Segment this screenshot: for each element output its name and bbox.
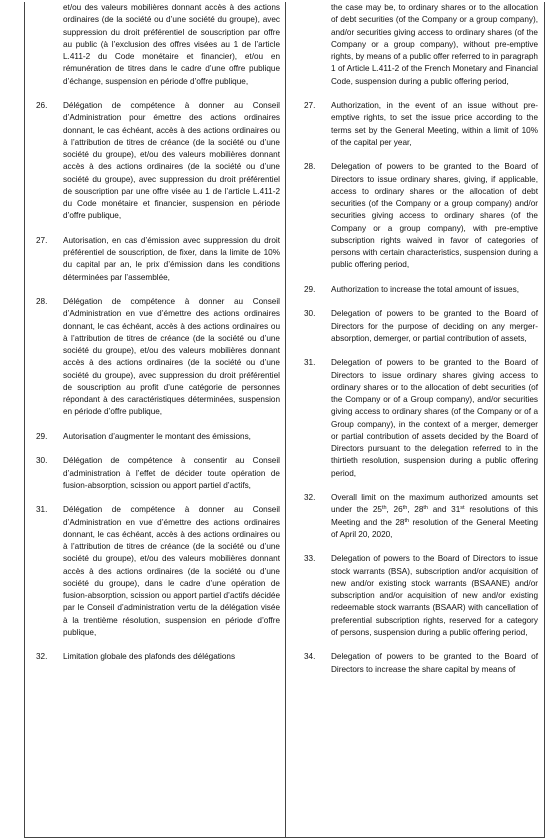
resolution-32-en (304, 492, 538, 541)
resolution-number: 30. (36, 456, 48, 466)
resolution-number: 32. (304, 493, 316, 502)
paragraph-text: Delegation of powers to be granted to the Board of Directors to increase the share capital by means of (331, 652, 538, 674)
paragraph-text: Délégation de compétence à donner au Conseil d’Administration en vue d’émettre des actions ordinaires donnant, le cas échéant, accès à des actions ordinaires ou à l’attribution de titres de créance (de la société ou d’une société du groupe), et/ou des valeurs mobilières donnant accès à des actions ordinaires (de la société ou d’une société du groupe), avec suppression du droit préférentiel de souscription au profit d’une catégorie de personnes répondant à des caractéristiques déterminées, suspension en période d’offre publique, (63, 297, 280, 417)
resolution-26-continuation-en (304, 2, 538, 88)
resolution-number: 33. (304, 554, 316, 564)
resolution-25-continuation-fr (36, 2, 280, 88)
paragraph-text: Authorization, in the event of an issue without pre-emptive rights, to set the issue price according to the terms set by the General Meeting, within a limit of 10% of the capital per year, (331, 101, 538, 147)
resolution-30-en (304, 308, 538, 345)
resolution-number: 28. (36, 297, 48, 306)
paragraph-text: Delegation of powers to the Board of Directors to issue stock warrants (BSA), subscription and/or acquisition of new and/or existing stock warrants (BSAANE) and/or subscription and/or acquisition of new and/or existing redeemable stock warrants (BSAAR) with cancellation of preferential subscription rights, reserved for a category of persons, suspension during a public offering period, (331, 554, 538, 637)
paragraph-text: Délégation de compétence à donner au Conseil d’Administration pour émettre des actions ordinaires donnant, le cas échéant, accès à des actions ordinaires ou à l’attribution de titres de créance (de la société ou d’une société du groupe), et/ou des valeurs mobilières donnant accès à des actions ordinaires (de la société ou d’une société du groupe), avec suppression du droit préférentiel de souscription par une offre visée au 1 de l’article L.411-2 du Code monétaire et financier, suspension en période d’offre publique, (63, 101, 280, 221)
resolution-number: 34. (304, 652, 316, 662)
resolution-number: 29. (36, 431, 48, 441)
resolution-number: 27. (36, 235, 48, 245)
paragraph-text: Autorisation, en cas d’émission avec suppression du droit préférentiel de souscription, de fixer, dans la limite de 10% du capital par an, le prix d’émission dans les conditions déterminées par l’assemblée, (63, 235, 280, 282)
resolution-number: 31. (36, 505, 48, 515)
paragraph-text: Délégation de compétence à donner au Conseil d’Administration en vue d’émettre des actions ordinaires donnant, le cas échéant, accès à des actions ordinaires ou à l’attribution de titres de créance (de la société ou d’une société du groupe), et/ou des valeurs mobilières donnant accès à des actions ordinaires (de la société ou d’une société du groupe), dans le cadre d’une opération de fusion-absorption, scission ou apport partiel d’actifs décidée par le Conseil d’administration vertu de la délégation visée à la trentième résolution, suspension en période d’offre publique, (63, 505, 280, 637)
paragraph-text: Overall limit on the maximum authorized amounts set under the 25th, 26th, 28th and 31st resolutions of this Meeting and the 28th resolution of the General Meeting of April 20, 2020, (331, 493, 538, 539)
english-column (304, 2, 538, 676)
paragraph-text: the case may be, to ordinary shares or to the allocation of debt securities (of the Company or a group company), and/or securities giving access to ordinary shares (of the Company or a group company), without pre-emptive rights, by means of a public offer referred to in paragraph 1 of Article L.411-2 of the French Monetary and Financial Code, suspension during a public offering period, (331, 3, 538, 86)
paragraph-text: Delegation of powers to be granted to the Board of Directors to issue ordinary shares giving access to ordinary shares or to the allocation of debt securities (of the Company or of a Group company), and/or securities giving access to ordinary shares (of the Company or of a Group company), in the context of a merger, demerger or partial contribution of assets decided by the Board of Directors pursuant to the delegation referred to in the thirtieth resolution, suspension during a public offering period, (331, 358, 538, 478)
resolution-31-fr (36, 504, 280, 639)
resolution-27-en (304, 100, 538, 149)
column-divider (285, 2, 286, 838)
resolution-26-fr (36, 100, 280, 223)
resolution-33-en (304, 553, 538, 639)
french-column (36, 2, 280, 664)
resolution-number: 27. (304, 101, 316, 110)
paragraph-text: Limitation globale des plafonds des délégations (63, 652, 236, 662)
paragraph-text: Delegation of powers to be granted to the Board of Directors to issue ordinary shares, giving, if applicable, access to ordinary shares or the allocation of debt securities (of the Company or a group company) and/or securities giving access to ordinary shares (of the Company or a group company), with pre-emptive subscription rights waived in favor of categories of persons with certain characteristics, suspension during a public offering period, (331, 162, 538, 270)
paragraph-text: Autorisation d’augmenter le montant des émissions, (63, 431, 251, 441)
resolution-number: 31. (304, 358, 316, 368)
resolution-31-en (304, 357, 538, 480)
resolution-number: 29. (304, 284, 316, 294)
resolution-30-fr (36, 455, 280, 492)
resolution-number: 26. (36, 101, 48, 110)
paragraph-text: Delegation of powers to be granted to the Board of Directors for the purpose of deciding on any merger-absorption, demerger, or partial contribution of assets, (331, 309, 538, 343)
paragraph-text: et/ou des valeurs mobilières donnant accès à des actions ordinaires (de la société ou d’une société du groupe), avec suppression du droit préférentiel de souscription par offre au public (à l’exclusion des offres visées au 1 de l’article L.411-2 du Code monétaire et financier), et/ou en rémunération de titres dans le cadre d’une offre publique d’échange, suspension en période d’offre publique, (63, 3, 280, 86)
paragraph-text: Délégation de compétence à consentir au Conseil d’administration à l’effet de décider toute opération de fusion-absorption, scission ou apport partiel d’actifs, (63, 456, 280, 490)
resolution-number: 28. (304, 162, 316, 172)
paragraph-text: Authorization to increase the total amount of issues, (331, 284, 519, 294)
resolution-29-fr (36, 431, 280, 443)
resolution-27-fr (36, 235, 280, 284)
resolution-28-fr (36, 296, 280, 419)
resolution-34-en (304, 651, 538, 676)
resolution-number: 32. (36, 652, 48, 662)
resolution-32-fr (36, 651, 280, 663)
resolution-number: 30. (304, 309, 316, 319)
document-page (24, 2, 545, 838)
resolution-29-en (304, 284, 538, 296)
resolution-28-en (304, 161, 538, 271)
